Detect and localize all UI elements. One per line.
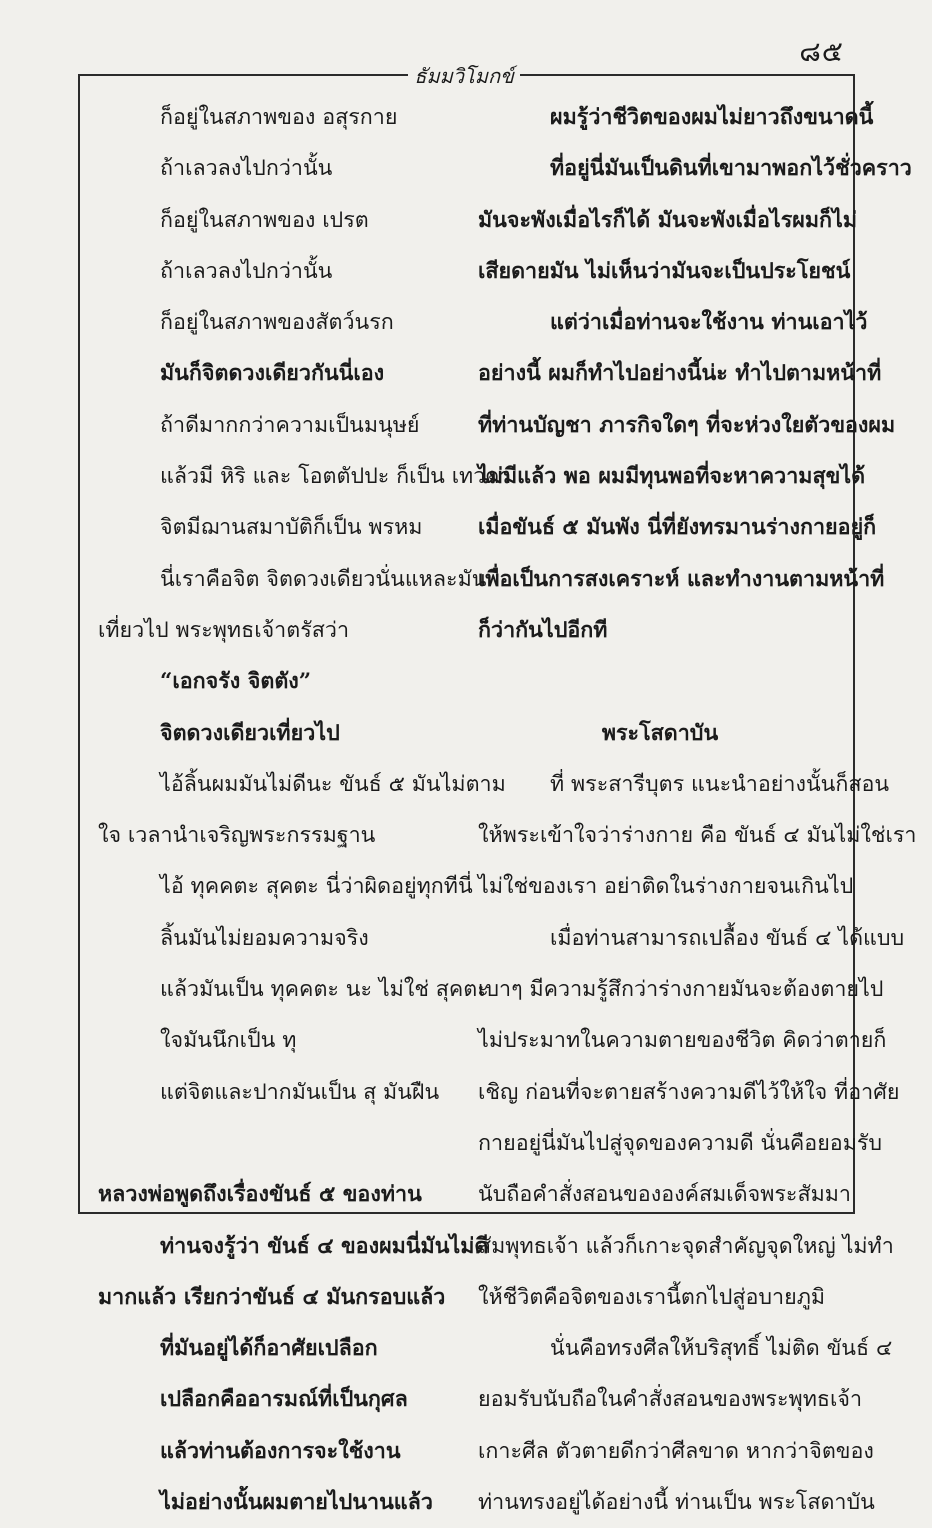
text-line: เกาะศีล ตัวตายดีกว่าศีลขาด หากว่าจิตของ — [478, 1438, 874, 1464]
running-title: ธัมมวิโมกข์ — [414, 64, 514, 88]
text-line: เที่ยวไป พระพุทธเจ้าตรัสว่า — [98, 617, 350, 643]
text-line: แล้วมันเป็น ทุคคตะ นะ ไม่ใช่ สุคตะ — [160, 977, 489, 1003]
text-line: ผมรู้ว่าชีวิตของผมไม่ยาวถึงขนาดนี้ — [550, 105, 874, 130]
text-line: เสียดายมัน ไม่เห็นว่ามันจะเป็นประโยชน์ — [478, 258, 851, 284]
text-line — [98, 1118, 466, 1169]
text-line: ถ้าเลวลงไปกว่านั้น — [160, 258, 333, 284]
text-line: ก็อยู่ในสภาพของสัตว์นรก — [160, 310, 394, 336]
text-line: ที่อยู่นี่มันเป็นดินที่เขามาพอกไว้ชั่วคราว — [550, 156, 912, 182]
text-line: ที่ พระสารีบุตร แนะนำอย่างนั้นก็สอน — [550, 771, 890, 797]
text-line: แล้วท่านต้องการจะใช้งาน — [160, 1438, 401, 1464]
text-line: ถ้าดีมากกว่าความเป็นมนุษย์ — [160, 412, 420, 438]
text-line: แล้วมี หิริ และ โอตตัปปะ ก็เป็น เทวดา — [160, 464, 512, 490]
text-line: นับถือคำสั่งสอนขององค์สมเด็จพระสัมมา — [478, 1182, 851, 1208]
text-line: แต่จิตและปากมันเป็น สุ มันฝืน — [160, 1079, 440, 1105]
text-line: มันก็จิตดวงเดียวกันนี่เอง — [160, 361, 385, 387]
text-line: ให้พระเข้าใจว่าร่างกาย คือ ขันธ์ ๔ มันไม่ใช่เรา — [478, 823, 917, 849]
text-line — [478, 656, 842, 707]
text-line: “เอกจรัง จิตตัง” — [160, 669, 312, 695]
text-line: ไม่อย่างนั้นผมตายไปนานแล้ว — [160, 1490, 433, 1516]
text-line: เมื่อขันธ์ ๕ มันพัง นี่ที่ยังทรมานร่างกายอยู่ก็ — [478, 515, 877, 541]
text-line: ให้ชีวิตคือจิตของเรานี้ตกไปสู่อบายภูมิ — [478, 1284, 826, 1310]
text-line: กายอยู่นี่มันไปสู่จุดของความดี นั่นคือยอมรับ — [478, 1130, 883, 1156]
text-line: มันจะพังเมื่อไรก็ได้ มันจะพังเมื่อไรผมก็ไม่ — [478, 207, 858, 233]
text-line: ถ้าเลวลงไปกว่านั้น — [160, 156, 333, 182]
text-line: จิตดวงเดียวเที่ยวไป — [160, 720, 340, 746]
text-line: ท่านทรงอยู่ได้อย่างนี้ ท่านเป็น พระโสดาบัน — [478, 1490, 875, 1516]
right-column — [478, 92, 917, 1528]
text-line: ท่านจงรู้ว่า ขันธ์ ๔ ของผมนี่มันไม่ดี — [160, 1233, 489, 1259]
text-line: ที่ท่านบัญชา ภารกิจใดๆ ที่จะห่วงใยตัวของผม — [478, 412, 896, 438]
text-line: นี่เราคือจิต จิตดวงเดียวนั่นแหละมัน — [160, 566, 487, 592]
text-line: ไอ้ลิ้นผมมันไม่ดีนะ ขันธ์ ๕ มันไม่ตาม — [160, 771, 506, 797]
text-line: ไม่มีแล้ว พอ ผมมีทุนพอที่จะหาความสุขได้ — [478, 464, 866, 490]
text-line: ไอ้ ทุคคตะ สุคตะ นี่ว่าผิดอยู่ทุกทีนี่ — [160, 874, 473, 900]
text-line: ก็อยู่ในสภาพของ เปรต — [160, 207, 369, 233]
text-line: สัมพุทธเจ้า แล้วก็เกาะจุดสำคัญจุดใหญ่ ไม่ทำ — [478, 1233, 894, 1259]
text-line: ยอมรับนับถือในคำสั่งสอนของพระพุทธเจ้า — [478, 1387, 863, 1413]
text-line: จิตมีฌานสมาบัติก็เป็น พรหม — [160, 515, 423, 541]
text-line: มากแล้ว เรียกว่าขันธ์ ๔ มันกรอบแล้ว — [98, 1284, 446, 1310]
text-line: ที่มันอยู่ได้ก็อาศัยเปลือก — [160, 1336, 378, 1362]
text-line: พระโสดาบัน — [601, 720, 719, 746]
page-number: ๘๕ — [799, 35, 844, 68]
text-line: เพื่อเป็นการสงเคราะห์ และทำงานตามหน้าที่ — [478, 566, 885, 592]
text-line: ใจ เวลานำเจริญพระกรรมฐาน — [98, 823, 376, 849]
text-line: เบาๆ มีความรู้สึกว่าร่างกายมันจะต้องตายไป — [478, 977, 884, 1003]
text-line: เมื่อท่านสามารถเปลื้อง ขันธ์ ๔ ได้แบบ — [550, 925, 905, 951]
text-line: แต่ว่าเมื่อท่านจะใช้งาน ท่านเอาไว้ — [550, 310, 868, 336]
left-column — [98, 92, 512, 1528]
text-line: นั่นคือทรงศีลให้บริสุทธิ์ ไม่ติด ขันธ์ ๔ — [550, 1336, 893, 1362]
text-line: ลิ้นมันไม่ยอมความจริง — [160, 925, 369, 951]
text-line: หลวงพ่อพูดถึงเรื่องขันธ์ ๕ ของท่าน — [98, 1182, 422, 1208]
text-line: ก็ว่ากันไปอีกที — [478, 617, 608, 643]
text-line: อย่างนี้ ผมก็ทำไปอย่างนี้น่ะ ทำไปตามหน้าที่ — [478, 361, 882, 387]
text-line: ใจมันนึกเป็น ทุ — [160, 1028, 297, 1054]
text-line: เชิญ ก่อนที่จะตายสร้างความดีไว้ให้ใจ ที่อาศัย — [478, 1079, 900, 1105]
text-line: ก็อยู่ในสภาพของ อสุรกาย — [160, 105, 398, 130]
text-line: ไม่ประมาทในความตายของชีวิต คิดว่าตายก็ — [478, 1028, 887, 1054]
text-line: เปลือกคืออารมณ์ที่เป็นกุศล — [160, 1387, 408, 1413]
text-line: ไม่ใช่ของเรา อย่าติดในร่างกายจนเกินไป — [478, 874, 854, 900]
